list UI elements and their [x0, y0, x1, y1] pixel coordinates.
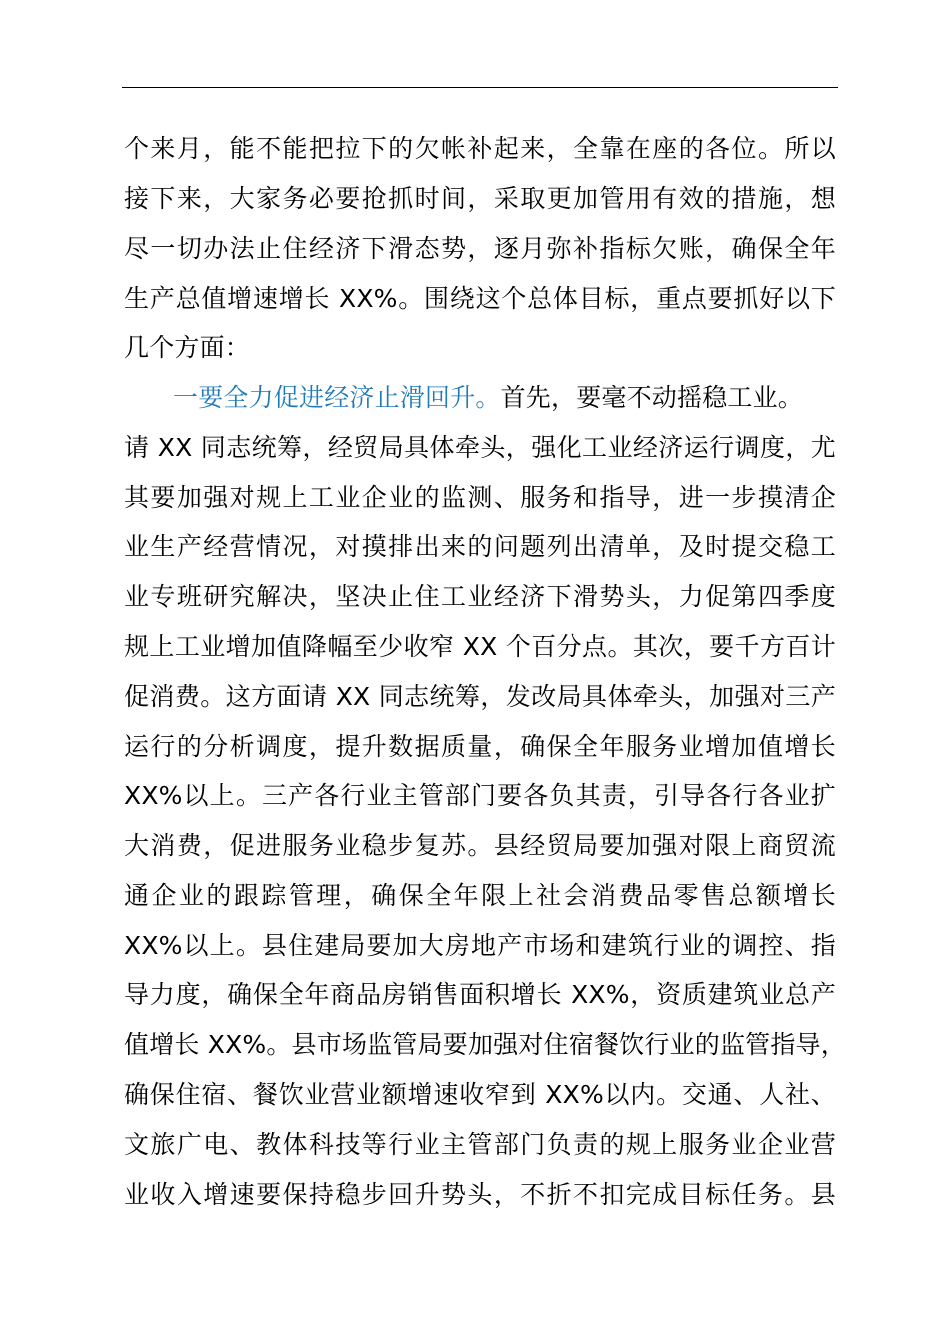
paragraph-two-lead: 首先，要毫不动摇稳工业。: [500, 383, 804, 412]
text-line: 接下来，大家务必要抢抓时间，采取更加管用有效的措施，想: [124, 184, 836, 213]
text-line: 导力度，确保全年商品房销售面积增长 XX%，资质建筑业总产: [124, 980, 836, 1009]
header-rule: [122, 87, 838, 88]
text-line: 尽一切办法止住经济下滑态势，逐月弥补指标欠账，确保全年: [124, 234, 836, 263]
text-line: 请 XX 同志统筹，经贸局具体牵头，强化工业经济运行调度，尤: [124, 433, 836, 462]
text-line: 其要加强对规上工业企业的监测、服务和指导，进一步摸清企: [124, 483, 836, 512]
text-line: 几个方面：: [124, 333, 251, 362]
section-heading: 一要全力促进经济止滑回升。: [173, 383, 501, 412]
paragraph-two-first-line: [173, 378, 836, 418]
text-line: 促消费。这方面请 XX 同志统筹，发改局具体牵头，加强对三产: [124, 682, 836, 711]
text-line: 业生产经营情况，对摸排出来的问题列出清单，及时提交稳工: [124, 532, 836, 561]
text-line: XX%以上。三产各行业主管部门要各负其责，引导各行各业扩: [124, 781, 836, 810]
text-line: 文旅广电、教体科技等行业主管部门负责的规上服务业企业营: [124, 1130, 836, 1159]
text-line: 值增长 XX%。县市场监管局要加强对住宿餐饮行业的监管指导，: [124, 1030, 846, 1059]
text-line: 规上工业增加值降幅至少收窄 XX 个百分点。其次，要千方百计: [124, 632, 836, 661]
text-line: 确保住宿、餐饮业营业额增速收窄到 XX%以内。交通、人社、: [124, 1080, 836, 1109]
text-line: XX%以上。县住建局要加大房地产市场和建筑行业的调控、指: [124, 931, 836, 960]
text-line: 业专班研究解决，坚决止住工业经济下滑势头，力促第四季度: [124, 582, 836, 611]
text-line: 个来月，能不能把拉下的欠帐补起来，全靠在座的各位。所以: [124, 134, 836, 163]
text-line: 通企业的跟踪管理，确保全年限上社会消费品零售总额增长: [124, 881, 836, 910]
text-line: 业收入增速要保持稳步回升势头，不折不扣完成目标任务。县: [124, 1180, 836, 1209]
text-line: 运行的分析调度，提升数据质量，确保全年服务业增加值增长: [124, 732, 836, 761]
text-line: 生产总值增速增长 XX%。围绕这个总体目标，重点要抓好以下: [124, 284, 836, 313]
text-line: 大消费，促进服务业稳步复苏。县经贸局要加强对限上商贸流: [124, 831, 836, 860]
